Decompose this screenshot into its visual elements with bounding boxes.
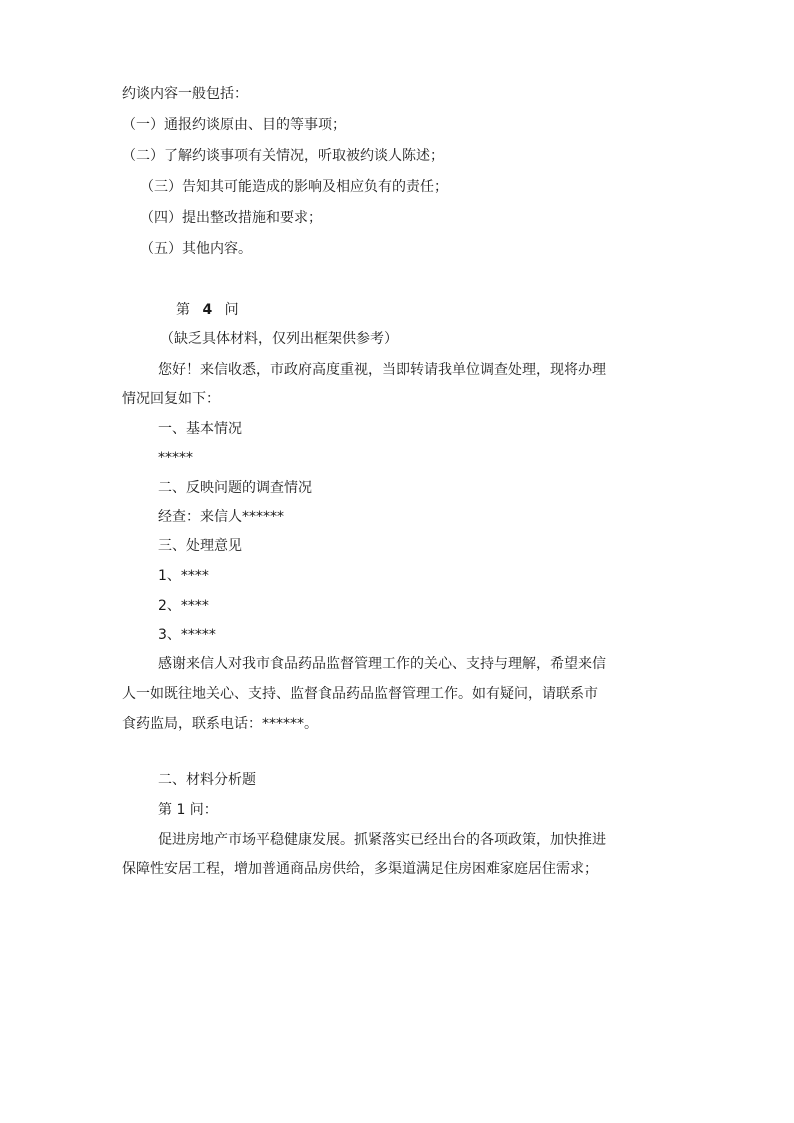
part2-title: 二、材料分析题: [158, 772, 256, 788]
intro-item-2: （二）了解约谈事项有关情况，听取被约谈人陈述；: [122, 148, 444, 164]
part2-paragraph-line-1: 促进房地产市场平稳健康发展。抓紧落实已经出台的各项政策，加快推进: [158, 832, 606, 848]
intro-item-1: （一）通报约谈原由、目的等事项；: [122, 117, 346, 133]
section3-item-2: 2、****: [158, 598, 209, 614]
intro-heading: 约谈内容一般包括：: [122, 86, 248, 102]
section1-title: 一、基本情况: [158, 421, 242, 437]
part2-paragraph-line-2: 保障性安居工程，增加普通商品房供给，多渠道满足住房困难家庭居住需求；: [122, 861, 598, 877]
question4-greeting-line-2: 情况回复如下：: [122, 391, 220, 407]
part2-question-label: 第 1 问：: [158, 802, 218, 818]
closing-line-1: 感谢来信人对我市食品药品监督管理工作的关心、支持与理解，希望来信: [158, 656, 606, 672]
intro-item-5: （五）其他内容。: [140, 241, 252, 257]
question4-title-prefix: 第: [176, 302, 190, 318]
section2-content: 经查：来信人******: [158, 509, 284, 525]
section2-title: 二、反映问题的调查情况: [158, 480, 312, 496]
section3-title: 三、处理意见: [158, 538, 242, 554]
intro-item-3: （三）告知其可能造成的影响及相应负有的责任；: [140, 179, 448, 195]
question4-title-number: 4: [202, 302, 213, 318]
section3-item-1: 1、****: [158, 568, 209, 584]
question4-title-suffix: 问: [224, 302, 239, 318]
question4-greeting-line-1: 您好！来信收悉，市政府高度重视，当即转请我单位调查处理，现将办理: [158, 362, 606, 378]
section1-content: *****: [158, 450, 193, 466]
question4-note: （缺乏具体材料，仅列出框架供参考）: [160, 331, 398, 347]
question4-title: [176, 300, 239, 320]
closing-line-3: 食药监局，联系电话：******。: [122, 716, 318, 732]
section3-item-3: 3、*****: [158, 627, 216, 643]
closing-line-2: 人一如既往地关心、支持、监督食品药品监督管理工作。如有疑问，请联系市: [122, 686, 598, 702]
intro-item-4: （四）提出整改措施和要求；: [140, 210, 322, 226]
